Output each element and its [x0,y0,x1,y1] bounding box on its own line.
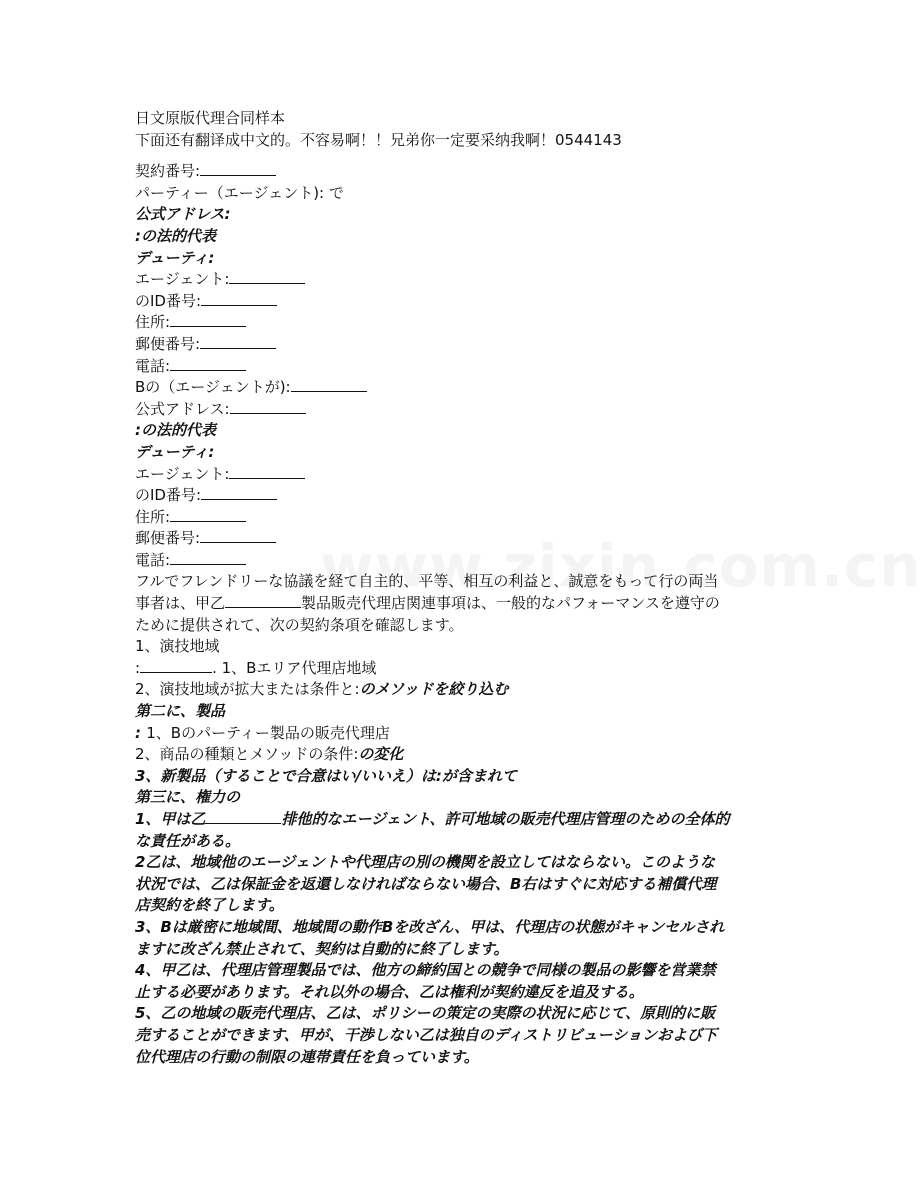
section-3-clause-2: 2乙は、地域他のエージェントや代理店の別の機関を設立してはならない。このような [135,853,715,872]
blank-field [170,507,246,522]
blank-field [230,399,306,414]
blank-field [140,658,212,673]
party-b-label: Bの（エージェントが): [135,378,291,397]
clause-text: 2、演技地域が拡大または条件と: [135,680,360,699]
id-label: のID番号: [135,291,202,310]
blank-field [201,291,277,306]
clause-text: 1、甲は乙 [135,810,206,828]
section-1-line-1 [135,658,795,680]
contract-number-line [135,161,795,183]
blank-field [200,161,276,176]
blank-field [170,356,246,371]
preamble-text: 製品販売代理店関連事項は、一般的なパフォーマンスを遵守の [301,594,720,613]
document-title: 日文原版代理合同样本 [135,109,286,127]
clause-emphasis: の変化 [358,745,404,764]
preamble-text: 事者は、甲乙 [135,594,226,613]
section-3-clause-5-cont: 売することができます、甲が、干渉しない乙は独自のディストリビューションおよび下 [135,1025,718,1044]
party-b-id-line [135,485,795,507]
clause-text: 1、Bのパーティー製品の販売代理店 [146,723,390,742]
party-a-label: パーティー（エージェント): で [135,183,344,202]
section-1-heading: 1、演技地域 [135,637,220,656]
clause-text: : [135,658,141,677]
party-a-address-label: 公式アドレス: [135,205,231,224]
agent-label: エージェント: [135,464,230,483]
preamble-line-3: ために提供されて、次の契約条項を確認します。 [135,615,464,634]
section-3-clause-3: 3、Bは厳密に地域間、地域間の動作Bを改ざん、甲は、代理店の状態がキャンセルされ [135,917,725,936]
section-2-line-2 [135,744,795,766]
section-1-line-2 [135,679,795,701]
blank-field [229,464,305,479]
blank-field [291,377,367,392]
section-3-clause-2-cont: 状況では、乙は保証金を返還しなければならない場合、B右はすぐに対応する補償代理 [135,874,717,893]
party-b-address-line [135,399,795,421]
clause-text: 排他的なエージェント、許可地域の販売代理店管理のための全体的 [281,810,730,828]
blank-field [229,269,305,284]
blank-field [225,593,301,608]
agent-label: エージェント: [135,270,230,289]
blank-field [201,485,277,500]
party-b-residence-line [135,507,795,529]
party-a-agent-line [135,269,795,291]
clause-emphasis: のメソッドを絞り込む [359,680,509,699]
party-b-phone-line [135,550,795,572]
section-2-line-1 [135,723,795,745]
clause-text: 2、商品の種類とメソッドの条件: [135,745,359,764]
party-b-label-line [135,377,795,399]
party-b-address-label: 公式アドレス: [135,399,230,418]
preamble-line-2 [135,593,795,615]
party-a-legal-rep: :の法的代表 [135,226,216,245]
blank-field [205,809,281,824]
party-a-residence-line [135,312,795,334]
phone-label: 電話: [135,550,171,569]
document-body [135,108,795,1068]
blank-field [200,528,276,543]
section-3-clause-5-cont: 位代理店の行動の制限の連帯責任を負っています。 [135,1047,479,1066]
postal-label: 郵便番号: [135,529,201,548]
party-a-id-line [135,291,795,313]
section-3-clause-3-cont: ますに改ざん禁止されて、契約は自動的に終了します。 [135,939,509,958]
party-a-phone-line [135,356,795,378]
section-3-clause-4: 4、甲乙は、代理店管理製品では、他方の締約国との競争で同様の製品の影響を営業禁 [135,961,716,980]
document-subtitle: 下面还有翻译成中文的。不容易啊！！兄弟你一定要采纳我啊！0544143 [135,130,622,149]
id-label: のID番号: [135,486,202,505]
section-3-clause-2-cont: 店契約を終了します。 [135,896,284,915]
phone-label: 電話: [135,356,171,375]
section-3-clause-4-cont: 止する必要があります。それ以外の場合、乙は権利が契約違反を追及する。 [135,982,644,1001]
residence-label: 住所: [135,507,171,526]
party-b-agent-line [135,464,795,486]
section-3-heading: 第三に、権力の [135,788,241,807]
blank-field [200,334,276,349]
party-b-duty: デューティ: [135,442,215,461]
section-3-clause-1-cont: な責任がある。 [135,831,241,850]
postal-label: 郵便番号: [135,334,201,353]
party-a-postal-line [135,334,795,356]
party-a-duty: デューティ: [135,248,215,267]
clause-text: . 1、Bエリア代理店地域 [212,658,377,677]
blank-field [170,550,246,565]
section-2-line-3: 3、新製品（することで合意はい/いいえ）は:が含まれて [135,766,517,785]
party-b-legal-rep: :の法的代表 [135,421,216,440]
party-b-postal-line [135,528,795,550]
blank-field [170,312,246,327]
residence-label: 住所: [135,313,171,332]
section-2-heading: 第二に、製品 [135,702,226,721]
contract-number-label: 契約番号: [135,162,201,181]
section-3-clause-5: 5、乙の地域の販売代理店、乙は、ポリシーの策定の実際の状況に応じて、原則的に販 [135,1004,716,1023]
clause-emphasis: : [135,723,147,742]
preamble-line-1: フルでフレンドリーな協議を経て自主的、平等、相互の利益と、誠意をもって行の両当 [135,572,719,591]
section-3-clause-1 [135,809,795,831]
